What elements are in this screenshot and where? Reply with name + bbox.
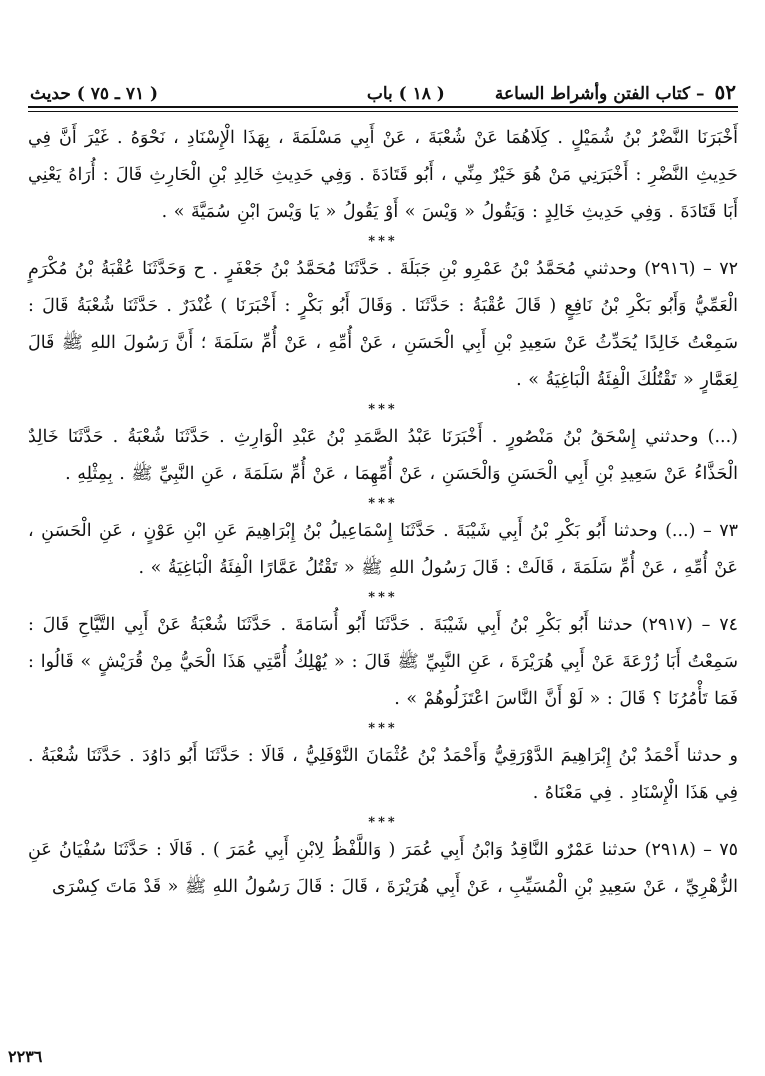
document-page (28, 70, 738, 1050)
paragraph-continuation: أَخْبَرَنَا النَّضْرُ بْنُ شُمَيْلٍ . كِلَاهُمَا عَنْ شُعْبَةَ ، عَنْ أَبِي مَسْلَمَةَ ، بِهَذَا الْإِسْنَادِ ، نَحْوَهُ . غَيْرَ أَنَّ فِي حَدِيثِ النَّضْرِ : أَخْبَرَنِي مَنْ هُوَ خَيْرٌ مِنِّي ، أَبُو قَتَادَةَ . وَفِي حَدِيثِ خَالِدِ بْنِ الْحَارِثِ قَالَ : أُرَاهُ يَعْنِي أَبَا قَتَادَةَ . وَفِي حَدِيثِ خَالِدٍ : وَيَقُولُ « وَيْسَ » أَوْ يَقُولُ « يَا وَيْسَ ابْنِ سُمَيَّةَ » . (28, 128, 738, 222)
separator-stars: *** (368, 721, 398, 736)
separator-stars: *** (368, 496, 398, 511)
paragraph-hadith-72: ٧٢ – (٢٩١٦) وحدثني مُحَمَّدُ بْنُ عَمْرِو بْنِ جَبَلَةَ . حَدَّثَنَا مُحَمَّدُ بْنُ جَعْفَرٍ . ح وَحَدَّثَنَا عُقْبَةُ بْنُ مُكْرَمٍ الْعَمِّيُّ وَأَبُو بَكْرِ بْنُ نَافِعٍ ( قَالَ عُقْبَةُ : حَدَّثَنَا . وَقَالَ أَبُو بَكْرٍ : أَخْبَرَنَا ) غُنْدَرٌ . حَدَّثَنَا شُعْبَةُ قَالَ : سَمِعْتُ خَالِدًا يُحَدِّثُ عَنْ سَعِيدِ بْنِ أَبِي الْحَسَنِ ، عَنْ أُمِّهِ ، عَنْ أُمِّ سَلَمَةَ ؛ أَنَّ رَسُولَ اللهِ ﷺ قَالَ لِعَمَّارٍ « تَقْتُلُكَ الْفِئَةُ الْبَاغِيَةُ » . (28, 259, 739, 390)
separator-stars: *** (368, 402, 398, 417)
header-page-number: ٥٢ (714, 80, 736, 104)
running-header (28, 70, 738, 108)
header-book-title: – كتاب الفتن وأشراط الساعة (494, 84, 705, 104)
separator-stars: *** (368, 815, 398, 830)
header-bab: ( ١٨ ) باب (366, 84, 445, 104)
footer-page-number: ٢٢٣٦ (8, 1047, 43, 1066)
paragraph-hadith-74-alt: و حدثنا أَحْمَدُ بْنُ إِبْرَاهِيمَ الدَّوْرَقِيُّ وَأَحْمَدُ بْنُ عُثْمَانَ النَّوْفَلِيُّ ، قَالَا : حَدَّثَنَا أَبُو دَاوُدَ . حَدَّثَنَا شُعْبَةُ . فِي هَذَا الْإِسْنَادِ . فِي مَعْنَاهُ . (28, 746, 738, 803)
header-hadith-range: ( ٧١ ـ ٧٥ ) حديث (30, 84, 159, 104)
header-right (367, 80, 736, 104)
page-body (28, 120, 738, 906)
separator-stars: *** (368, 590, 398, 605)
separator-stars: *** (368, 234, 398, 249)
paragraph-hadith-73: ٧٣ – (...) وحدثنا أَبُو بَكْرِ بْنُ أَبِي شَيْبَةَ . حَدَّثَنَا إِسْمَاعِيلُ بْنُ إِبْرَاهِيمَ عَنِ ابْنِ عَوْنٍ ، عَنِ الْحَسَنِ ، عَنْ أُمِّهِ ، عَنْ أُمِّ سَلَمَةَ ، قَالَتْ : قَالَ رَسُولُ اللهِ ﷺ « تَقْتُلُ عَمَّارًا الْفِئَةُ الْبَاغِيَةُ » . (28, 521, 738, 578)
paragraph-hadith-75: ٧٥ – (٢٩١٨) حدثنا عَمْرٌو النَّاقِدُ وَابْنُ أَبِي عُمَرَ ( وَاللَّفْظُ لِابْنِ أَبِي عُمَرَ ) . قَالَا : حَدَّثَنَا سُفْيَانُ عَنِ الزُّهْرِيِّ ، عَنْ سَعِيدِ بْنِ الْمُسَيِّبِ ، عَنْ أَبِي هُرَيْرَةَ ، قَالَ : قَالَ رَسُولُ اللهِ ﷺ « قَدْ مَاتَ كِسْرَى (28, 840, 738, 897)
header-rule (28, 106, 738, 108)
paragraph-hadith-72-alt: (...) وحدثني إِسْحَقُ بْنُ مَنْصُورٍ . أَخْبَرَنَا عَبْدُ الصَّمَدِ بْنُ عَبْدِ الْوَارِثِ . حَدَّثَنَا شُعْبَةُ . حَدَّثَنَا خَالِدٌ الْحَذَّاءُ عَنْ سَعِيدِ بْنِ أَبِي الْحَسَنِ وَالْحَسَنِ ، عَنْ أُمِّهِمَا ، عَنْ أُمِّ سَلَمَةَ ، عَنِ النَّبِيِّ ﷺ . بِمِثْلِهِ . (28, 427, 738, 484)
paragraph-hadith-74: ٧٤ – (٢٩١٧) حدثنا أَبُو بَكْرِ بْنُ أَبِي شَيْبَةَ . حَدَّثَنَا أَبُو أُسَامَةَ . حَدَّثَنَا شُعْبَةُ عَنْ أَبِي التَّيَّاحِ قَالَ : سَمِعْتُ أَبَا زُرْعَةَ عَنْ أَبِي هُرَيْرَةَ ، عَنِ النَّبِيِّ ﷺ قَالَ : « يُهْلِكُ أُمَّتِي هَذَا الْحَيُّ مِنْ قُرَيْشٍ » قَالُوا : فَمَا تَأْمُرُنَا ؟ قَالَ : « لَوْ أَنَّ النَّاسَ اعْتَزَلُوهُمْ » . (28, 615, 738, 709)
header-rule-thin (28, 111, 738, 112)
